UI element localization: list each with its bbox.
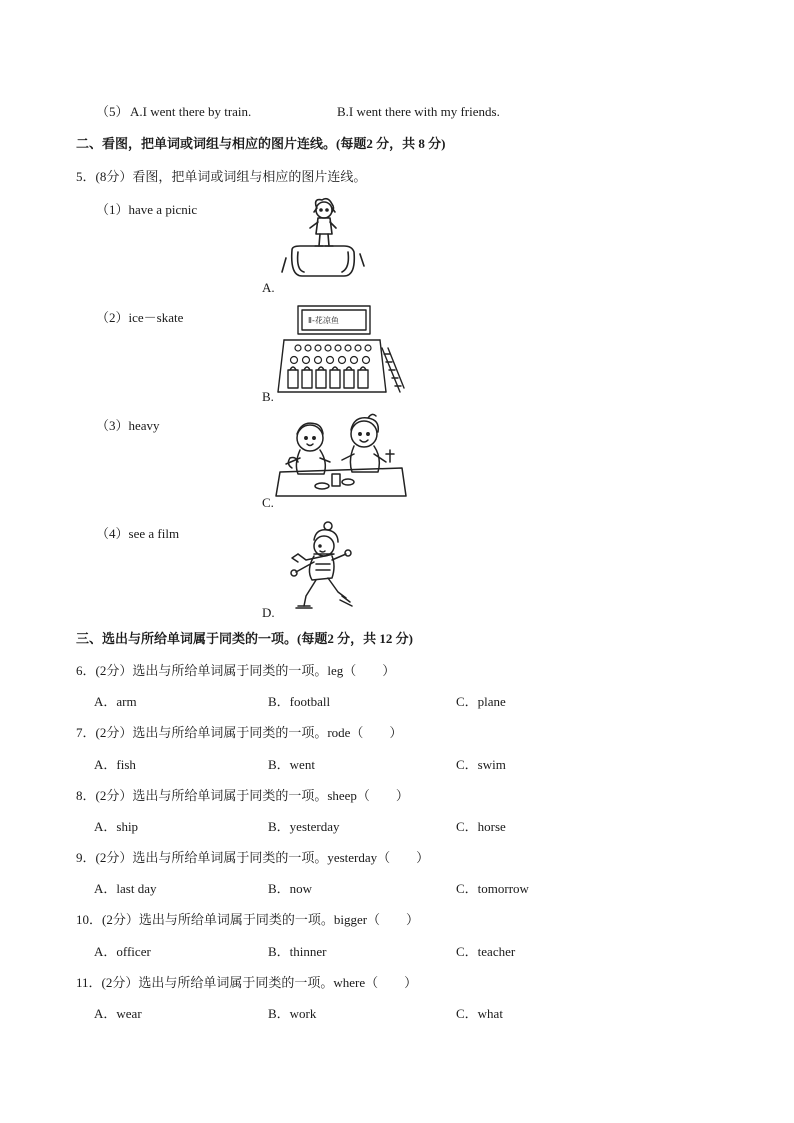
question-11-option-a: A．wear [94,1006,142,1021]
picture-d-ice-skating [276,520,366,612]
q5-item-4 [96,526,179,542]
question-11-option-b: B．work [268,1006,317,1021]
question-7-stem: 7．(2分）选出与所给单词属于同类的一项。rode（ ） [76,725,403,740]
picture-b-cinema [276,304,404,398]
question-8-stem: 8．(2分）选出与所给单词属于同类的一项。sheep（ ） [76,788,409,803]
picture-a-heavy-suitcase [272,196,368,280]
question-9-stem: 9．(2分）选出与所给单词属于同类的一项。yesterday（ ） [76,850,430,865]
question-8-option-a: A．ship [94,819,139,834]
q5-stem: 5．(8分）看图，把单词或词组与相应的图片连线。 [76,169,367,184]
question-8-option-b: B．yesterday [268,819,340,834]
question-10-stem: 10．(2分）选出与所给单词属于同类的一项。bigger（ ） [76,912,420,927]
picture-b-label: B. [262,389,274,404]
question-7-option-a: A．fish [94,757,136,772]
question-6-option-b: B．football [268,694,331,709]
q4-item5-number: （5） [96,104,129,119]
question-6-option-a: A．arm [94,694,137,709]
question-11-stem: 11．(2分）选出与所给单词属于同类的一项。where（ ） [76,975,418,990]
q5-item-4-number: （4） [96,526,129,541]
section3-heading: 三、选出与所给单词属于同类的一项。(每题2 分，共 12 分) [76,631,413,646]
question-10-option-c: C．teacher [456,944,516,959]
q5-item-3 [96,418,160,434]
question-8-option-c: C．horse [456,819,506,834]
q4-item5-option-b: B.I went there with my friends. [337,104,500,119]
question-10-option-a: A．officer [94,944,151,959]
q5-item-1 [96,202,197,218]
question-9-option-a: A．last day [94,881,157,896]
picture-d-label: D. [262,605,275,620]
question-7-option-b: B．went [268,757,315,772]
q5-item-2-text: ice－skate [128,310,184,325]
question-6-stem: 6．(2分）选出与所给单词属于同类的一项。leg（ ） [76,663,396,678]
question-6-option-c: C．plane [456,694,506,709]
section2-heading: 二、看图，把单词或词组与相应的图片连线。(每题2 分，共 8 分) [76,136,446,151]
picture-c-label: C. [262,495,274,510]
question-11-option-c: C．what [456,1006,503,1021]
question-7-option-c: C．swim [456,757,506,772]
picture-a-label: A. [262,280,275,295]
q5-item-4-text: see a film [128,526,180,541]
q5-item-1-text: have a picnic [128,202,198,217]
q5-item-2 [96,310,183,326]
q5-item-1-number: （1） [96,202,129,217]
q5-item-3-text: heavy [128,418,160,433]
question-9-option-c: C．tomorrow [456,881,529,896]
question-10-option-b: B．thinner [268,944,327,959]
question-9-option-b: B．now [268,881,313,896]
picture-b-screen-text: Ⅱ-花凉鱼 [308,316,339,325]
q4-item5-option-a: A.I went there by train. [130,104,252,119]
q5-item-2-number: （2） [96,310,129,325]
q5-item-3-number: （3） [96,418,129,433]
picture-c-picnic [272,412,408,498]
